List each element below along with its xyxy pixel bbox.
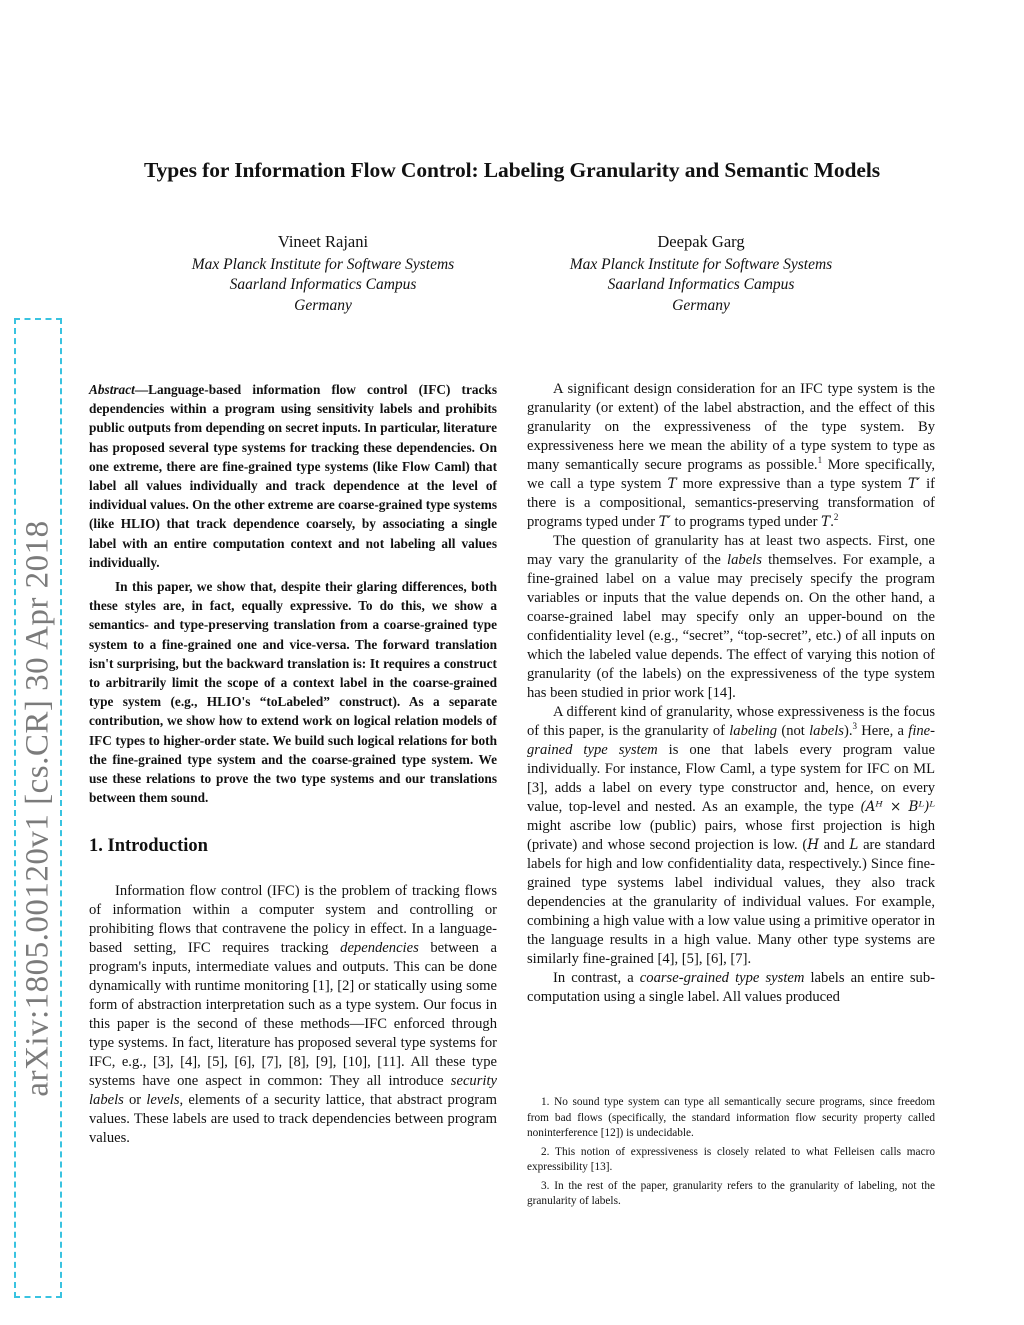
intro-body (89, 882, 497, 1148)
author-block-1 (153, 232, 493, 316)
body-paragraph: In contrast, a coarse-grained type system labels an entire sub-computation using a single label. All values produced (527, 970, 935, 1005)
footnotes (527, 1095, 935, 1213)
abstract (89, 380, 497, 807)
author-name: Deepak Garg (657, 232, 745, 251)
left-column (89, 380, 497, 1148)
author-name: Vineet Rajani (277, 232, 369, 251)
footnote: 1. No sound type system can type all semantically secure programs, since freedom from bad flows (specifically, the standard information flow security property called noninterference [12]) is undecidable. (527, 1096, 935, 1139)
author-country: Germany (294, 296, 352, 314)
footnote: 2. This notion of expressiveness is closely related to what Felleisen calls macro expressibility [13]. (527, 1145, 935, 1173)
footnote: 3. In the rest of the paper, granularity refers to the granularity of labeling, not the granularity of labels. (527, 1179, 935, 1207)
arxiv-stamp-text: arXiv:1805.00120v1 [cs.CR] 30 Apr 2018 (19, 519, 56, 1097)
abstract-paragraph: In this paper, we show that, despite their glaring differences, both these styles are, in fact, equally expressive. To do this, we show a semantics- and type-preserving translation from a coarse-grained type system to a fine-grained one and vice-versa. The forward translation isn't surprising, but the backward translation is: It requires a construct to arbitrarily limit the scope of a context label in the coarse-grained type system (e.g., HLIO's “toLabeled” construct). As a separate contribution, we show how to extend work on logical relation models of IFC types to higher-order state. We build such logical relations for both the fine-grained type system and the coarse-grained type system. We use these relations to prove the two type systems and our translations between them sound. (89, 579, 497, 806)
paper-title: Types for Information Flow Control: Labeling Granularity and Semantic Models (144, 158, 880, 182)
author-affiliation: Max Planck Institute for Software Systems (569, 255, 833, 273)
author-affiliation: Saarland Informatics Campus (229, 276, 417, 293)
author-block-2 (531, 232, 871, 316)
author-country: Germany (672, 296, 730, 314)
author-affiliation: Saarland Informatics Campus (607, 276, 795, 293)
abstract-lead: Abstract (89, 382, 135, 397)
section-heading: 1. Introduction (89, 836, 208, 857)
arxiv-stamp (14, 318, 62, 1298)
body-paragraph: Information flow control (IFC) is the problem of tracking flows of information within a computer system and controlling or prohibiting flows that contravene the policy in effect. In a language-based setting, IFC requires tracking dependencies between a program's inputs, intermediate values and outputs. This can be done dynamically with runtime monitoring [1], [2] or statically using some form of abstraction interpretation such as a type system. Our focus in this paper is the second of these methods—IFC enforced through type systems. In fact, literature has proposed several type systems for IFC, e.g., [3], [4], [5], [6], [7], [8], [9], [10], [11]. All these type systems have one aspect in common: They all introduce security labels or levels, elements of a security lattice, that abstract program values. These labels are used to track dependencies between program values. (89, 883, 497, 1147)
body-paragraph: A significant design consideration for an IFC type system is the granularity (or extent) of the label abstraction, and the effect of this granularity on the expressiveness of the type system. By expressiveness here we mean the ability of a type system to type as many semantically secure programs as possible.$^1$ More specifically, we call a type system T more expressive than a type system T′ if there is a compositional, semantics-preserving transformation of programs typed under T′ to programs typed under T.$^2$ (527, 381, 935, 530)
right-column (527, 380, 935, 1007)
body-paragraph: A different kind of granularity, whose expressiveness is the focus of this paper, is the granularity of labeling (not labels).$^3$ Here, a fine-grained type system is one that labels every program value individually. For instance, Flow Caml, a type system for IFC on ML [3], adds a label on every type constructor and, hence, on every value, top-level and nested. As an example, the type (Aᴴ × Bᴸ)ᴸ might ascribe low (public) pairs, whose first projection is high (private) and whose second projection is low. (H and L are standard labels for high and low confidentiality data, respectively.) Since fine-grained type systems label individual values, they also track dependencies at the granularity of individual values. For example, combining a high value with a low value using a primitive operator in the language results in a high value. Many other type systems are similarly fine-grained [4], [5], [6], [7]. (527, 704, 936, 967)
abstract-paragraph: Abstract—Language-based information flow control (IFC) tracks dependencies within a program using sensitivity labels and prohibits public outputs from depending on secret inputs. In particular, literature has proposed several type systems for tracking these dependencies. On one extreme, there are fine-grained type systems (like Flow Caml) that label all values individually and track dependence at the level of individual values. On the other extreme are coarse-grained type systems (like HLIO) that track dependence coarsely, by associating a single label with an entire computation context and not labeling all values individually. (89, 382, 497, 570)
body-paragraph: The question of granularity has at least two aspects. First, one may vary the granularity of the labels themselves. For example, a fine-grained label on a value may precisely specify the program variables or inputs that the value depends on. On the other hand, a coarse-grained label may specify only an upper-bound on the confidentiality level (e.g., “secret”, “top-secret”, etc.) of all inputs on which the labeled value depends. The effect of varying this notion of granularity (of the labels) on the expressiveness of the type system has been studied in prior work [14]. (527, 533, 936, 701)
author-affiliation: Max Planck Institute for Software Systems (191, 255, 455, 273)
